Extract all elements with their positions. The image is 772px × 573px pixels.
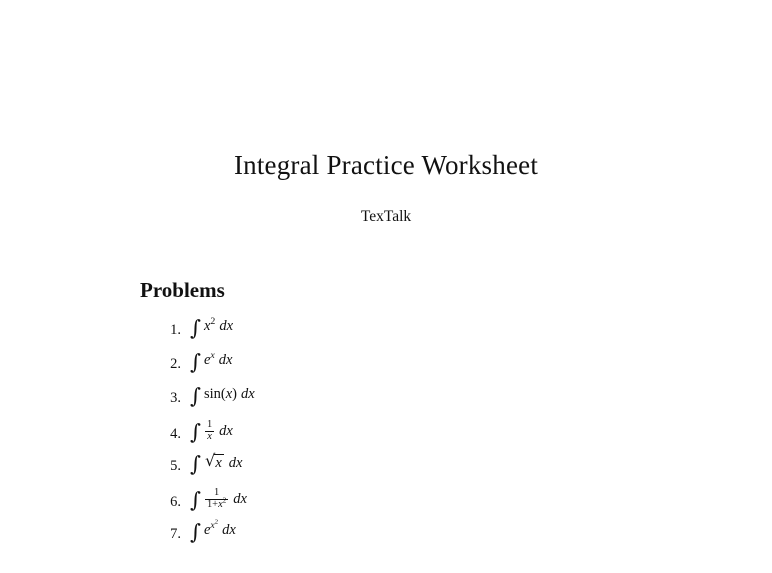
problem-number: 2. [170,355,181,372]
list-item [155,488,715,522]
differential: dx [219,318,233,334]
problem-number: 6. [170,494,181,511]
list-item [155,349,715,386]
differential: dx [228,454,243,471]
problem-expression: ∫ $e^{x^2}$ dx [190,518,236,544]
list-item [155,518,715,556]
integrand: $x^2$ [203,316,216,334]
differential: dx [222,522,236,538]
problem-number: 4. [170,426,181,443]
integrand: $e^{x^2}$ [203,518,219,538]
integrand: √ x [204,451,222,471]
differential: dx [218,352,233,368]
integrand: $e^x$ [203,350,215,368]
section-heading-problems: Problems [140,278,225,302]
differential: dx [219,422,233,439]
integrand: sin(x) [203,386,237,402]
problem-expression: ∫ $e^x$ dx [190,349,233,374]
list-item [155,420,715,454]
problem-number: 1. [170,321,181,338]
problem-number: 5. [170,458,181,474]
differential: dx [241,386,255,402]
problem-expression: ∫ $\frac{1}{1+x^2}$ dx [190,487,247,513]
list-item [155,383,715,420]
radical-icon: √ [204,451,216,470]
problem-number: 7. [170,525,181,542]
integrand: $\frac{1}{1+x^2}$ [206,487,227,510]
document-author: TexTalk [360,208,412,225]
problem-expression: ∫ $\frac{1}{x}$ dx [190,419,233,445]
integrand: $\frac{1}{x}$ [206,419,213,442]
page-title: Integral Practice Worksheet [233,150,539,180]
differential: dx [233,490,247,507]
problem-list [155,315,715,556]
list-item [155,451,715,488]
list-item [155,315,715,352]
problem-expression: ∫ $x^2$ dx [190,315,233,340]
problem-expression: ∫ sin(x) dx [190,383,255,408]
problem-number: 3. [170,389,181,406]
problem-expression: ∫ √ x dx [190,451,243,476]
